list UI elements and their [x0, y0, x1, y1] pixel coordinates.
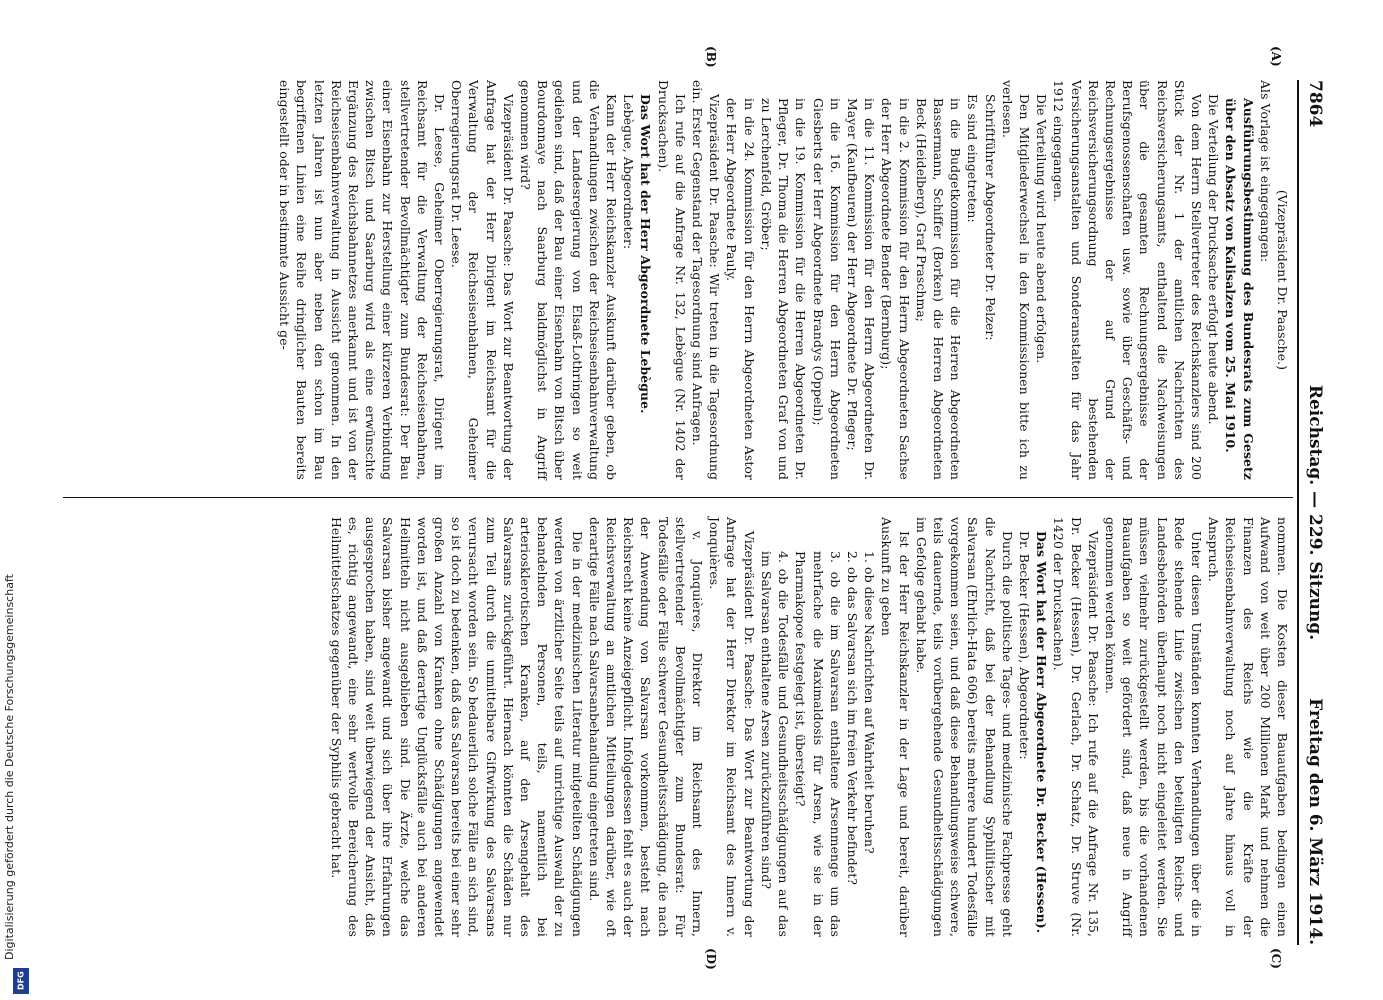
paragraph: Unter diesen Umständen konnten Verhandlungen über die in Rede stehende Linie zwischen den beteiligten Reichs- und Landesbehörden überhaupt noch nicht eingeleitet werden. Sie müssen vielmehr zurückgestellt werden, bis die vorhandenen Bauaufgaben so weit gefördert sind, daß neue in Angriff genommen werden können.	[1102, 517, 1204, 937]
speaker-line: Vizepräsident Dr. Paasche: Das Wort zur Beantwortung der Anfrage hat der Herr Direktor im Reichsamt des Innern v. Jonquières.	[707, 517, 757, 937]
paragraph: Die Verteilung der Drucksache erfolgt heute abend.	[1206, 94, 1222, 425]
running-title: Reichstag. — 229. Sitzung.	[1305, 384, 1325, 641]
paragraph: Den Mitgliederwechsel in den Kommissionen bitte ich zu verlesen.	[999, 80, 1032, 480]
paragraph: Ist der Herr Reichskanzler in der Lage und bereit, darüber Auskunft zu geben	[879, 517, 912, 937]
list-item: in die 2. Kommission für den Herrn Abgeordneten Sachse der Herr Abgeordnete Bender (Bernburg);	[879, 98, 912, 480]
paragraph: Dr. Leese, Geheimer Oberregierungsrat, Dirigent im Reichsamt für die Verwaltung der Reichseisenbahnen, stellvertretender Bevollmächtigter zum Bundesrat: Der Bau einer Eisenbahn zur Herstellung einer kürzeren Verbindung zwischen Bitsch und Saarburg wird als eine erwünschte Ergänzung des Reichsbahnnetzes anerkannt und ist von der Reichseisenbahnverwaltung in Aussicht genommen. In den letzten Jahren ist nun aber neben den schon im Bau begriffenen Linien eine Reihe dringlicher Bauten bereits eingestellt oder in bestimmte Aussicht ge-	[277, 80, 448, 480]
list-item: in die Budgetkommission für die Herren Abgeordneten Bassermann, Schiffer (Borken) die Herren Abgeordneten Beck (Heidelberg), Graf Praschma;	[913, 98, 964, 480]
paragraph: Ich rufe auf die Anfrage Nr. 132, Lebègue (Nr. 1402 der Drucksachen).	[655, 80, 688, 480]
column-divider	[63, 497, 1293, 498]
paragraph: Die in der medizinischen Literatur mitgeteilten Schädigungen werden von ärztlicher Seite teils auf unrichtige Auswahl der zu behandelnden Personen, teils, namentlich bei arteriosklerotischen Kranken, auf den Arsengehalt des Salvarsans zurückgeführt. Hiernach könnten die Schäden nur zum Teil durch die unmittelbare Giftwirkung des Salvarsans verursacht worden sein. So bedauerlich solche Fälle an sich sind, so ist doch zu bedenken, daß das Salvarsan bereits bei einer sehr großen Anzahl von Kranken ohne Schädigungen angewendet worden ist, und daß derartige Unglücksfälle auch bei anderen Heilmitteln nicht ausgeblieben sind. Die Ärzte, welche das Salvarsan bisher angewandt und sich über ihre Erfahrungen ausgesprochen haben, sind weit überwiegend der Ansicht, daß es, richtig angewandt, eine sehr wertvolle Bereicherung des Heilmittelschatzes gegenüber der Syphilis gebracht hat.	[328, 517, 585, 937]
funding-credit: Digitalisierung gefördert durch die Deutsche Forschungsgemeinschaft	[3, 574, 16, 960]
paragraph: Das Wort hat der Herr Abgeordnete Dr. Becker (Hessen).	[1034, 531, 1050, 934]
margin-marker-d: (D)	[704, 948, 718, 970]
speaker-line: Vizepräsident Dr. Paasche: Ich rufe auf die Anfrage Nr. 135, Dr. Becker (Hessen), Dr. Gerlach, Dr. Schatz, Dr. Struve (Nr. 1420 der Drucksachen).	[1051, 517, 1101, 937]
page-header	[1297, 80, 1325, 945]
paragraph: nommen. Die Kosten dieser Bauaufgaben bedingen einen Aufwand von weit über 200 Millionen Mark und nehmen die Finanzen des Reichs wie die Kräfte der Reichseisenbahnverwaltung noch auf Jahre hinaus voll in Anspruch.	[1206, 517, 1290, 937]
list-item: in die 24. Kommission für den Herrn Abgeordneten Astor der Herr Abgeordnete Pauly.	[724, 98, 757, 480]
list-item: 1. ob diese Nachrichten auf Wahrheit beruhen?	[862, 551, 878, 854]
list-item: 4. ob die Todesfälle und Gesundheitsschädigungen auf das im Salvarsan enthaltene Arsen zurückzuführen sind?	[758, 551, 792, 937]
paragraph: Von dem Herrn Stellvertreter des Reichskanzlers sind 200 Stück der Nr. 1 der amtlichen Nachrichten des Reichsversicherungsamts, enthaltend die Nachweisungen über die gesamten Rechnungsergebnisse der Berufsgenossenschaften usw. sowie über Geschäfts- und Rechnungsergebnisse der auf Grund der Reichsversicherungsordnung bestehenden Versicherungsanstalten und Sonderanstalten für das Jahr 1912 eingegangen.	[1051, 80, 1204, 480]
list-item: in die 19. Kommission für die Herren Abgeordneten Dr. Pfleger, Dr. Thoma die Herren Abgeordneten Graf von und zu Lerchenfeld, Gröber;	[758, 98, 809, 480]
paragraph: Als Vorlage ist eingegangen:	[1257, 80, 1273, 263]
left-column	[276, 80, 1291, 480]
speaker-line: Vizepräsident Dr. Paasche: Das Wort zur Beantwortung der Anfrage hat der Herr Dirigent im Reichsamt für die Verwaltung der Reichseisenbahnen, Geheimer Oberregierungsrat Dr. Leese.	[449, 80, 516, 480]
right-column	[328, 517, 1291, 937]
dfg-logo: DFG	[13, 968, 29, 994]
paragraph: Kann der Herr Reichskanzler Auskunft darüber geben, ob die Verhandlungen zwischen der Reichseisenbahnverwaltung und der Landesregierung von Elsaß-Lothringen so weit gediehen sind, daß der Bau einer Eisenbahn von Bitsch über Bourdonnaye nach Saarburg baldmöglichst in Angriff genommen wird?	[518, 80, 620, 480]
margin-marker-c: (C)	[1269, 948, 1283, 969]
paragraph: Ausführungsbestimmung des Bundesrats zum Gesetz über den Absatz von Kalisalzen vom 25. Mai 1910.	[1223, 98, 1256, 480]
speaker-line: Dr. Becker (Hessen), Abgeordneter:	[1016, 531, 1032, 760]
list-item: in die 11. Kommission für den Herrn Abgeordneten Dr. Mayer (Kaufbeuren) der Herr Abgeordnete Dr. Pfleger;	[844, 98, 878, 480]
speaker-line: Schriftführer Abgeordneter Dr. Pelzer:	[982, 94, 998, 341]
digitization-footer	[3, 0, 30, 1000]
page-number: 7864	[1305, 80, 1325, 128]
paragraph: Durch die politische Tages- und medizinische Fachpresse geht die Nachricht, daß bei der Behandlung Syphilitischer mit Salvarsan (Ehrlich-Hata 606) bereits mehrere hundert Todesfälle vorgekommen seien, und daß diese Behandlungsweise schwere, teils dauernde, teils vorübergehende Gesundheitsschädigungen im Gefolge gehabt habe.	[913, 517, 1015, 937]
margin-marker-b: (B)	[704, 46, 718, 68]
list-item: in die 16. Kommission für den Herrn Abgeordneten Giesberts der Herr Abgeordnete Brandys (Oppeln);	[810, 98, 843, 480]
speaker-line: Vizepräsident Dr. Paasche: Wir treten in die Tagesordnung ein. Erster Gegenstand der Tagesordnung sind Anfragen.	[690, 80, 723, 480]
paragraph: Es sind eingetreten:	[965, 94, 981, 223]
list-item: 2. ob das Salvarsan sich im freien Verkehr befindet?	[844, 551, 860, 886]
list-item: 3. ob die im Salvarsan enthaltene Arsenmenge um das mehrfache die Maximaldosis für Arsen, wie sie in der Pharmakopoe festgelegt ist, übersteigt?	[793, 551, 843, 937]
session-date: Freitag den 6. März 1914.	[1305, 698, 1325, 945]
speaker-line: (Vizepräsident Dr. Paasche.)	[1275, 189, 1290, 371]
margin-marker-a: (A)	[1269, 46, 1283, 67]
paragraph: v. Jonquières, Direktor im Reichsamt des Innern, stellvertretender Bevollmächtigter zum Bundesrat: Für Todesfälle oder Fälle schwerer Gesundheitsschädigung, die nach der Anwendung von Salvarsan vorkommen, besteht nach Reichsrecht keine Anzeigepflicht. Infolgedessen fehlt es auch der Reichsverwaltung an amtlichen Mitteilungen darüber, wie oft derartige Fälle nach Salvarsanbehandlung eingetreten sind.	[586, 517, 706, 937]
speaker-line: Lebègue, Abgeordneter:	[621, 94, 637, 250]
paragraph: Die Verteilung wird heute abend erfolgen.	[1034, 94, 1050, 364]
paragraph: Das Wort hat der Herr Abgeordnete Lebègue.	[638, 94, 654, 414]
